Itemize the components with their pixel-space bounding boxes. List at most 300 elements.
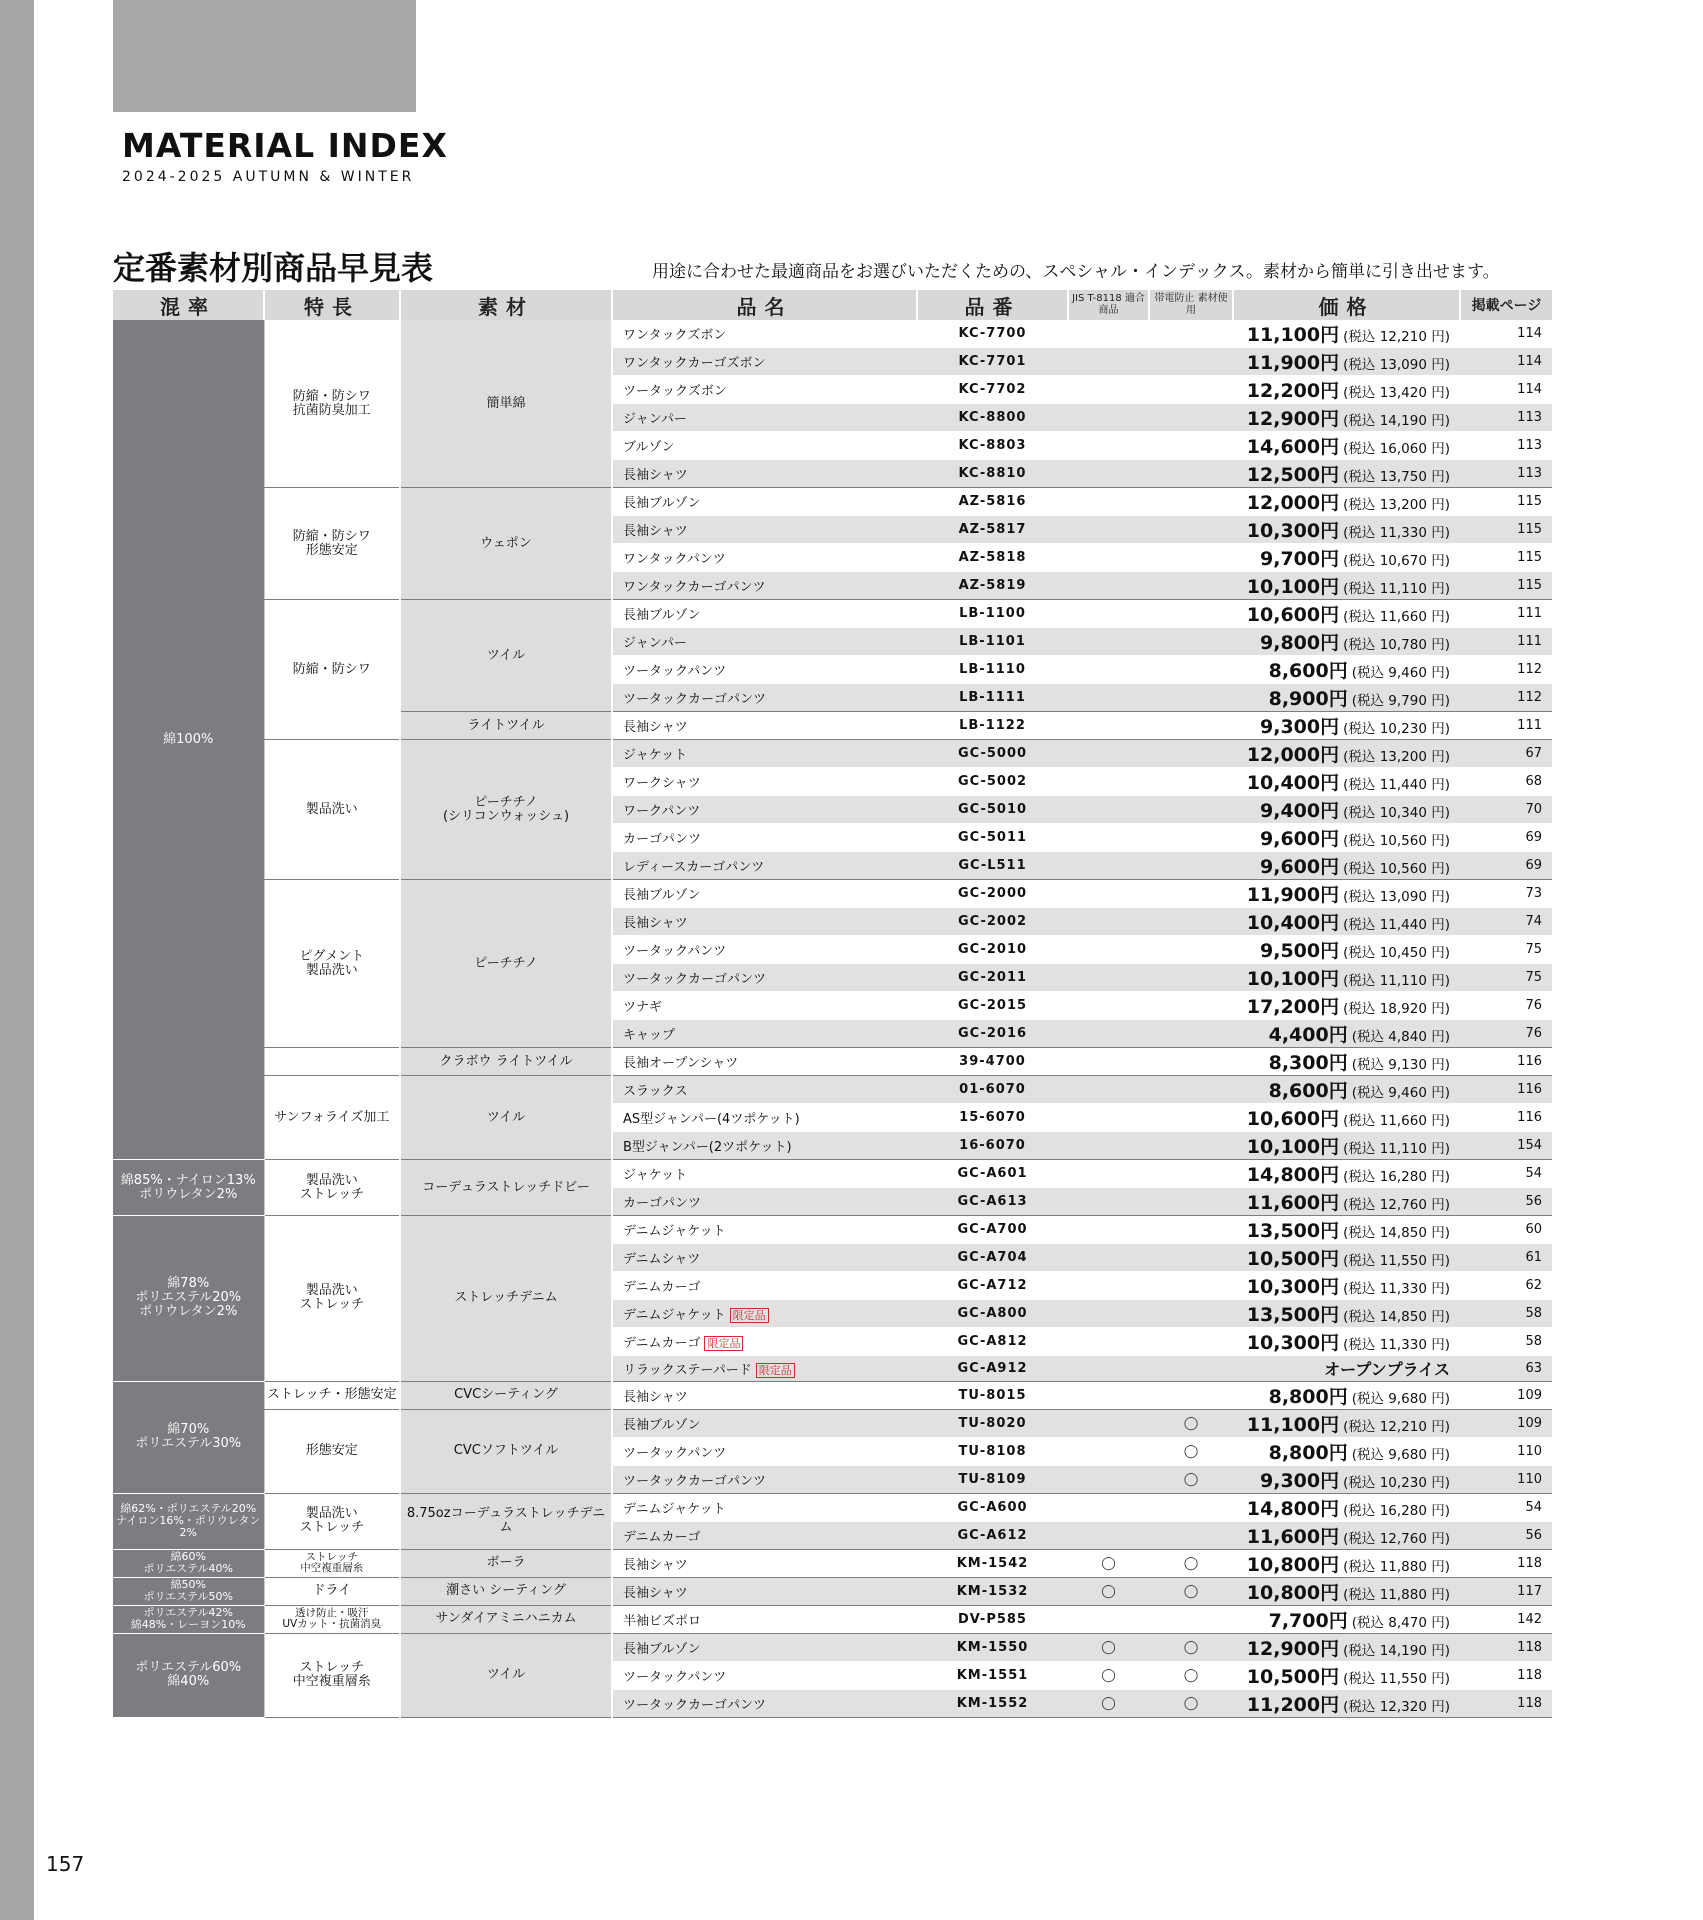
tax-included-price: (税込 14,850 円) [1343,1309,1450,1325]
tax-included-price: (税込 16,280 円) [1343,1169,1450,1185]
product-name-cell [612,628,917,656]
catalog-page: 115 [1460,516,1552,544]
mix-ratio-cell [113,320,264,1160]
yen-unit: 円 [1320,1413,1340,1436]
table-row [113,1160,1552,1188]
material-text: ウェポン [480,535,532,551]
section-heading: 定番素材別商品早見表 [113,249,434,287]
col-header-code: 品番 [917,290,1068,320]
product-name: ワークパンツ [623,804,701,819]
antistatic-mark [1149,1132,1233,1160]
tax-included-price: (税込 9,680 円) [1351,1446,1450,1463]
feature-text: 製品洗い ストレッチ [299,1506,365,1536]
catalog-page: 69 [1460,824,1552,852]
antistatic-mark [1149,1493,1233,1521]
product-code: GC-2011 [917,964,1068,992]
product-name-cell [612,964,917,992]
feature-text: 防縮・防シワ [292,661,371,677]
feature-cell [264,1493,400,1549]
col-header-name: 品名 [612,290,917,320]
yen-unit: 円 [1320,996,1340,1018]
antistatic-mark [1149,1020,1233,1048]
feature-cell [264,488,400,600]
product-name: デニムジャケット [623,1308,726,1323]
product-name-cell [612,516,917,544]
product-code: GC-5010 [917,796,1068,824]
material-cell [400,1076,612,1160]
yen-unit: 円 [1320,1497,1340,1520]
yen-unit: 円 [1320,436,1340,458]
antistatic-mark [1149,1300,1233,1328]
antistatic-mark [1149,572,1233,600]
mix-ratio-text: ポリエステル42% 綿48%・レーヨン10% [130,1606,246,1632]
feature-cell [264,1216,400,1382]
tax-included-price: (税込 10,670 円) [1343,553,1450,569]
product-name: ジャンパー [623,636,687,651]
product-code: LB-1110 [917,656,1068,684]
price-cell [1233,1437,1460,1465]
product-name-cell [612,1328,917,1356]
col-header-price: 価格 [1233,290,1460,320]
price-value: 14,800 [1246,1164,1321,1186]
yen-unit: 円 [1320,1108,1340,1130]
product-code: TU-8020 [917,1409,1068,1437]
price-cell [1233,516,1460,544]
price-value: 10,300 [1246,1332,1321,1354]
product-name: B型ジャンパー(2ツポケット) [623,1140,792,1155]
jis-mark: ◯ [1068,1633,1149,1661]
product-name-cell [612,544,917,572]
product-name: 長袖シャツ [623,916,688,931]
product-code: AZ-5819 [917,572,1068,600]
product-code: GC-5002 [917,768,1068,796]
product-name: 長袖シャツ [623,1389,688,1405]
price-cell [1233,1272,1460,1300]
yen-unit: 円 [1320,1665,1340,1688]
jis-mark [1068,1216,1149,1244]
product-name-cell [612,1244,917,1272]
tax-included-price: (税込 11,110 円) [1343,581,1450,597]
jis-mark [1068,992,1149,1020]
catalog-page: 118 [1460,1633,1552,1661]
antistatic-mark [1149,516,1233,544]
price-cell [1233,852,1460,880]
antistatic-mark [1149,1381,1233,1409]
yen-unit: 円 [1320,1525,1340,1548]
table-row [113,1605,1552,1633]
yen-unit: 円 [1320,492,1340,514]
jis-mark: ◯ [1068,1661,1149,1689]
tax-included-price: (税込 12,760 円) [1343,1197,1450,1213]
product-name: ジャケット [623,748,688,763]
price-value: 10,100 [1246,576,1321,598]
material-cell [400,1549,612,1577]
feature-text: サンフォライズ加工 [274,1109,390,1125]
tax-included-price: (税込 13,200 円) [1343,749,1450,765]
catalog-page: 110 [1460,1465,1552,1493]
product-code: GC-2010 [917,936,1068,964]
catalog-page: 63 [1460,1356,1552,1382]
yen-unit: 円 [1320,1220,1340,1242]
mix-ratio-text: ポリエステル60% 綿40% [135,1660,242,1690]
jis-mark [1068,1160,1149,1188]
jis-mark [1068,712,1149,740]
product-name-cell [612,768,917,796]
material-cell [400,1493,612,1549]
price-value: 9,400 [1260,800,1321,822]
catalog-page: 114 [1460,376,1552,404]
product-code: GC-2016 [917,1020,1068,1048]
product-code: GC-A612 [917,1521,1068,1549]
antistatic-mark: ◯ [1149,1465,1233,1493]
price-value: 12,200 [1246,380,1321,402]
tax-included-price: (税込 4,840 円) [1351,1029,1450,1045]
product-name: ワンタックカーゴズボン [623,356,766,371]
antistatic-mark [1149,1104,1233,1132]
product-code: TU-8108 [917,1437,1068,1465]
material-text: CVCソフトツイル [453,1443,559,1459]
product-code: KC-8803 [917,432,1068,460]
price-cell [1233,1493,1460,1521]
tax-included-price: (税込 10,780 円) [1343,637,1450,653]
catalog-page: 115 [1460,544,1552,572]
product-name-cell [612,488,917,516]
yen-unit: 円 [1328,1385,1348,1408]
product-name: ジャケット [623,1168,688,1183]
jis-mark [1068,544,1149,572]
col-header-page: 掲載ページ [1460,290,1552,320]
material-text: ピーチチノ [474,955,538,971]
limited-badge: 限定品 [756,1363,795,1378]
product-name-cell [612,348,917,376]
limited-badge: 限定品 [730,1308,769,1323]
antistatic-mark [1149,1521,1233,1549]
product-name: ツータックパンツ [623,944,727,959]
price-value: 10,400 [1246,772,1321,794]
product-name-cell [612,1689,917,1717]
catalog-page: 116 [1460,1104,1552,1132]
table-row [113,1577,1552,1605]
price-cell [1233,1188,1460,1216]
tax-included-price: (税込 8,470 円) [1351,1614,1450,1631]
feature-cell [264,1381,400,1409]
price-cell [1233,488,1460,516]
antistatic-mark: ◯ [1149,1661,1233,1689]
product-code: LB-1101 [917,628,1068,656]
yen-unit: 円 [1328,1052,1348,1074]
price-cell [1233,712,1460,740]
mix-ratio-cell [113,1216,264,1382]
material-cell [400,1605,612,1633]
product-code: KC-7701 [917,348,1068,376]
price-value: 12,900 [1246,1637,1321,1660]
antistatic-mark [1149,656,1233,684]
tax-included-price: (税込 9,460 円) [1351,1085,1450,1101]
feature-text: 防縮・防シワ 形態安定 [292,528,371,558]
product-name-cell [612,1605,917,1633]
product-name: 長袖ブルゾン [623,888,701,903]
antistatic-mark [1149,992,1233,1020]
antistatic-mark: ◯ [1149,1689,1233,1717]
product-name-cell [612,572,917,600]
product-name-cell [612,320,917,348]
product-name-cell [612,740,917,768]
product-name: 長袖ブルゾン [623,496,701,511]
page-number: 157 [46,1852,85,1876]
material-text: ピーチチノ (シリコンウォッシュ) [442,794,570,824]
price-value: 8,900 [1268,688,1329,710]
feature-text: 透け防止・吸汗 UVカット・抗菌消臭 [282,1607,382,1631]
antistatic-mark: ◯ [1149,1437,1233,1465]
material-cell [400,1577,612,1605]
price-cell [1233,768,1460,796]
product-name-cell [612,712,917,740]
product-name: ワンタックカーゴパンツ [623,580,766,595]
price-value: 11,100 [1246,1413,1321,1436]
catalog-page: 111 [1460,600,1552,628]
product-name-cell [612,1300,917,1328]
price-cell [1233,432,1460,460]
yen-unit: 円 [1320,1553,1340,1576]
table-row [113,600,1552,628]
catalog-page: 116 [1460,1048,1552,1076]
table-row [113,740,1552,768]
header-block [113,0,416,112]
product-code: AZ-5818 [917,544,1068,572]
material-text: クラボウ ライトツイル [439,1053,573,1069]
price-cell [1233,1381,1460,1409]
yen-unit: 円 [1320,772,1340,794]
material-cell [400,488,612,600]
price-cell [1233,544,1460,572]
tax-included-price: (税込 11,880 円) [1343,1586,1450,1603]
catalog-page: 76 [1460,992,1552,1020]
tax-included-price: (税込 9,130 円) [1351,1057,1450,1073]
price-cell [1233,600,1460,628]
jis-mark [1068,516,1149,544]
table-row [113,488,1552,516]
price-value: 10,600 [1246,604,1321,626]
price-value: 8,300 [1268,1052,1329,1074]
product-name-cell [612,1465,917,1493]
product-name-cell [612,1048,917,1076]
material-text: ツイル [486,1667,526,1683]
mix-ratio-text: 綿100% [163,731,214,747]
catalog-page: 110 [1460,1437,1552,1465]
antistatic-mark [1149,348,1233,376]
col-header-antistatic: 帯電防止 素材使用 [1149,290,1233,320]
product-code: TU-8015 [917,1381,1068,1409]
material-text: ツイル [486,647,526,663]
price-cell [1233,1160,1460,1188]
price-cell [1233,796,1460,824]
catalog-page: 118 [1460,1689,1552,1717]
product-code: KC-7702 [917,376,1068,404]
product-code: KC-8810 [917,460,1068,488]
yen-unit: 円 [1320,884,1340,906]
product-name-cell [612,600,917,628]
tax-included-price: (税込 13,750 円) [1343,469,1450,485]
jis-mark [1068,1437,1149,1465]
tax-included-price: (税込 11,440 円) [1343,777,1450,793]
price-cell [1233,460,1460,488]
price-value: 9,300 [1260,1469,1321,1492]
catalog-page: 115 [1460,488,1552,516]
product-name-cell [612,432,917,460]
mix-ratio-cell [113,1381,264,1493]
product-name: 長袖ブルゾン [623,1641,701,1657]
price-value: 17,200 [1246,996,1321,1018]
tax-included-price: (税込 12,210 円) [1343,329,1450,345]
catalog-page: 113 [1460,404,1552,432]
price-value: 8,800 [1268,1385,1329,1408]
catalog-page: 76 [1460,1020,1552,1048]
product-code: AZ-5816 [917,488,1068,516]
table-row [113,880,1552,908]
yen-unit: 円 [1320,576,1340,598]
material-cell [400,1048,612,1076]
product-code: 01-6070 [917,1076,1068,1104]
feature-text: ピグメント 製品洗い [299,948,365,978]
price-cell [1233,1076,1460,1104]
jis-mark [1068,684,1149,712]
product-name-cell [612,1381,917,1409]
feature-cell [264,320,400,488]
yen-unit: 円 [1320,800,1340,822]
product-name-cell [612,1272,917,1300]
product-code: GC-5000 [917,740,1068,768]
price-value: 11,900 [1246,352,1321,374]
open-price: オープンプライス [1324,1359,1450,1379]
price-cell [1233,376,1460,404]
catalog-page: 111 [1460,628,1552,656]
price-value: 13,500 [1246,1304,1321,1326]
price-value: 9,600 [1260,856,1321,878]
yen-unit: 円 [1320,912,1340,934]
yen-unit: 円 [1320,548,1340,570]
tax-included-price: (税込 11,550 円) [1343,1253,1450,1269]
mix-ratio-text: 綿50% ポリエステル50% [143,1578,233,1604]
catalog-page: 61 [1460,1244,1552,1272]
product-code: KC-7700 [917,320,1068,348]
yen-unit: 円 [1320,1637,1340,1660]
mix-ratio-cell [113,1577,264,1605]
product-code: DV-P585 [917,1605,1068,1633]
price-value: 11,600 [1246,1192,1321,1214]
mix-ratio-cell [113,1549,264,1577]
catalog-page: 54 [1460,1160,1552,1188]
price-cell [1233,1104,1460,1132]
price-value: 12,900 [1246,408,1321,430]
material-text: 潮さい シーティング [446,1583,566,1599]
product-code: GC-5011 [917,824,1068,852]
antistatic-mark [1149,1048,1233,1076]
mix-ratio-text: 綿70% ポリエステル30% [135,1422,242,1452]
jis-mark [1068,628,1149,656]
yen-unit: 円 [1320,1304,1340,1326]
feature-text: 防縮・防シワ 抗菌防臭加工 [292,388,371,418]
antistatic-mark [1149,1328,1233,1356]
feature-text: ストレッチ・形態安定 [266,1387,397,1403]
product-code: LB-1100 [917,600,1068,628]
tax-included-price: (税込 11,330 円) [1343,1281,1450,1297]
price-value: 11,600 [1246,1525,1321,1548]
price-cell [1233,1689,1460,1717]
material-cell [400,1216,612,1382]
price-value: 8,800 [1268,1441,1329,1464]
table-row [113,1076,1552,1104]
jis-mark [1068,1132,1149,1160]
catalog-page: 68 [1460,768,1552,796]
price-cell [1233,1244,1460,1272]
price-cell [1233,1328,1460,1356]
feature-cell [264,740,400,880]
product-code: GC-A812 [917,1328,1068,1356]
tax-included-price: (税込 11,550 円) [1343,1670,1450,1687]
product-name: デニムカーゴ [623,1280,701,1295]
tax-included-price: (税込 10,340 円) [1343,805,1450,821]
jis-mark [1068,320,1149,348]
jis-mark [1068,908,1149,936]
price-cell [1233,572,1460,600]
price-value: 9,800 [1260,632,1321,654]
price-value: 8,600 [1268,660,1329,682]
catalog-page: 109 [1460,1409,1552,1437]
jis-mark [1068,572,1149,600]
product-code: TU-8109 [917,1465,1068,1493]
material-text: CVCシーティング [454,1387,558,1403]
product-name: AS型ジャンパー(4ツポケット) [623,1112,800,1127]
tax-included-price: (税込 11,330 円) [1343,1337,1450,1353]
yen-unit: 円 [1320,1248,1340,1270]
feature-cell [264,1048,400,1076]
product-name-cell [612,1549,917,1577]
product-name: ツータックカーゴパンツ [623,1473,767,1489]
product-code: GC-A601 [917,1160,1068,1188]
product-code: KM-1532 [917,1577,1068,1605]
tax-included-price: (税込 11,880 円) [1343,1558,1450,1575]
catalog-page: 54 [1460,1493,1552,1521]
tax-included-price: (税込 13,090 円) [1343,357,1450,373]
price-value: 10,400 [1246,912,1321,934]
table-row [113,1048,1552,1076]
product-name: ワークシャツ [623,776,701,791]
price-cell [1233,1356,1460,1382]
feature-text: 製品洗い ストレッチ [299,1172,365,1202]
price-value: 10,100 [1246,968,1321,990]
antistatic-mark [1149,460,1233,488]
jis-mark [1068,768,1149,796]
yen-unit: 円 [1320,1192,1340,1214]
price-cell [1233,992,1460,1020]
feature-cell [264,1577,400,1605]
tax-included-price: (税込 16,060 円) [1343,441,1450,457]
catalog-page: 113 [1460,432,1552,460]
yen-unit: 円 [1328,1609,1348,1632]
product-name: 長袖シャツ [623,1557,688,1573]
catalog-page: 118 [1460,1549,1552,1577]
yen-unit: 円 [1320,604,1340,626]
price-value: 9,600 [1260,828,1321,850]
jis-mark [1068,1300,1149,1328]
price-cell [1233,320,1460,348]
jis-mark [1068,740,1149,768]
product-code: KM-1550 [917,1633,1068,1661]
product-code: GC-A800 [917,1300,1068,1328]
product-code: GC-A712 [917,1272,1068,1300]
price-value: 10,800 [1246,1581,1321,1604]
product-name: ツータックズボン [623,384,727,399]
